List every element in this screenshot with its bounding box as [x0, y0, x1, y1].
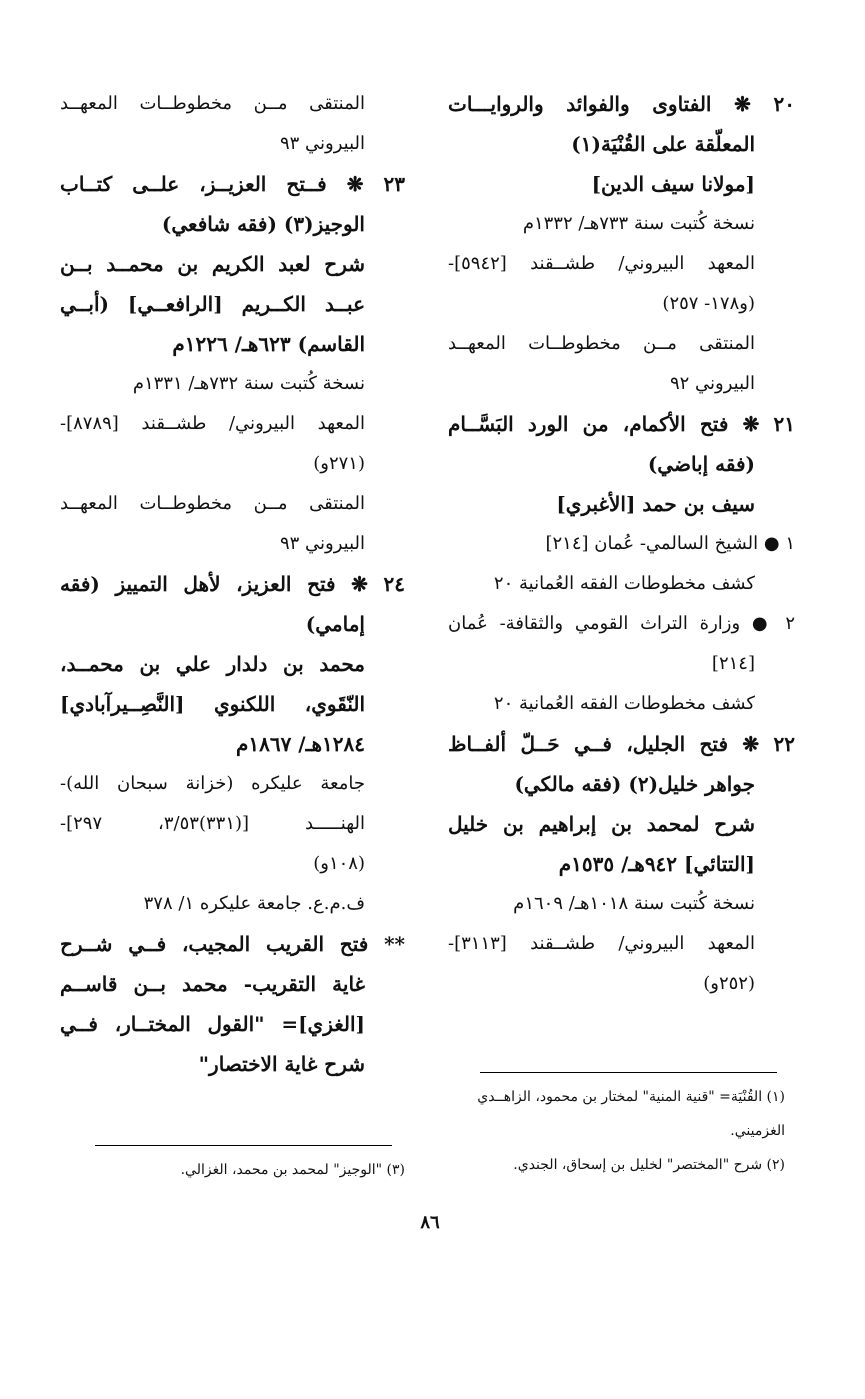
text-line: البيروني ٩٣ [279, 133, 365, 154]
text-line: ١ ● الشيخ السالمي- عُمان [٢١٤] [545, 533, 795, 554]
text-line: ٢٤ ❋ فتح العزيز، لأهل التمييز (فقه [60, 572, 405, 596]
text-line: البيروني ٩٢ [669, 373, 755, 394]
footnotes-right [440, 1080, 785, 1182]
text-line: عبــد الكــريم [الرافعــي] (أبــي [60, 292, 365, 316]
text-line: محمد بن دلدار علي بن محمــد، [60, 652, 365, 676]
text-line: جواهر خليل(٢) (فقه مالكي) [514, 772, 755, 796]
text-line: الهنـــــد [(٣٣١)٣/٥٣، ٢٩٧]- [60, 813, 366, 834]
text-line: [الغزي]= "القول المختــار، فــي [60, 1012, 365, 1036]
text-line: المعلّقة على القُنْيَة(١) [571, 132, 755, 156]
text-line: المنتقى مــن مخطوطــات المعهــد [448, 333, 755, 354]
text-line: المنتقى مــن مخطوطــات المعهــد [60, 493, 365, 514]
footnote-line: (٢) شرح "المختصر" لخليل بن إسحاق، الجندي. [513, 1157, 785, 1173]
text-line: نسخة كُتبت سنة ٧٣٢هـ/ ١٣٣١م [132, 373, 365, 394]
text-line: [٢١٤] [711, 653, 755, 674]
right-column [448, 84, 795, 1004]
text-line: ** فتح القريب المجيب، فــي شــرح [60, 932, 405, 956]
text-line: شرح لعبد الكريم بن محمــد بــن [60, 252, 365, 276]
text-line: غاية التقريب- محمد بــن قاســم [60, 972, 365, 996]
footnote-line: (٣) "الوجيز" لمحمد بن محمد، الغزالي. [180, 1162, 405, 1178]
text-line: ٢ ● وزارة التراث القومي والثقافة- عُمان [448, 613, 795, 634]
footnotes-left [60, 1153, 405, 1187]
text-line: (١٠٨و) [313, 853, 365, 874]
text-line: الوجيز(٣) (فقه شافعي) [161, 212, 365, 236]
footnote-separator-right [480, 1072, 777, 1073]
text-line: إمامي) [305, 612, 365, 636]
text-line: كشف مخطوطات الفقه العُمانية ٢٠ [493, 573, 755, 594]
footnote-line: (١) القُنْيَة= "قنية المنية" لمختار بن محمود، الزاهــدي [477, 1089, 785, 1105]
text-line: ١٢٨٤هـ/ ١٨٦٧م [235, 732, 365, 756]
text-line: نسخة كُتبت سنة ١٠١٨هـ/ ١٦٠٩م [513, 893, 755, 914]
text-line: النّقَوي، اللكنوي [النَّصِــيرآبادي] [60, 692, 365, 716]
footnote-separator-left [95, 1145, 392, 1146]
text-line: شرح لمحمد بن إبراهيم بن خليل [448, 812, 755, 836]
text-line: ف.م.ع. جامعة عليكره ١/ ٣٧٨ [143, 893, 365, 914]
text-line: [التتائي] ٩٤٢هـ/ ١٥٣٥م [558, 852, 755, 876]
text-line: شرح غاية الاختصار" [198, 1052, 365, 1076]
text-line: ٢٢ ❋ فتح الجليل، فــي حَــلّ ألفــاظ [448, 732, 795, 756]
text-line: (٢٧١و) [313, 453, 365, 474]
text-line: (٢٥٢و) [703, 973, 755, 994]
text-line: القاسم) ٦٢٣هـ/ ١٢٢٦م [172, 332, 365, 356]
text-line: المعهد البيروني/ طشــقند [٣١١٣]- [448, 933, 755, 954]
text-line: [مولانا سيف الدين] [591, 172, 755, 196]
page-number: ٨٦ [420, 1212, 440, 1233]
text-line: (و١٧٨- ٢٥٧) [662, 293, 755, 314]
left-column [60, 84, 405, 1084]
text-line: كشف مخطوطات الفقه العُمانية ٢٠ [493, 693, 755, 714]
text-line: ٢٣ ❋ فــتح العزيــز، علــى كتــاب [60, 172, 405, 196]
text-line: سيف بن حمد [الأغبري] [556, 492, 755, 516]
text-line: (فقه إباضي) [647, 452, 755, 476]
text-line: البيروني ٩٣ [279, 533, 365, 554]
text-line: المنتقى مــن مخطوطــات المعهــد [60, 93, 365, 114]
text-line: ٢١ ❋ فتح الأكمام، من الورد البَسَّــام [448, 412, 795, 436]
text-line: المعهد البيروني/ طشــقند [٨٧٨٩]- [60, 413, 365, 434]
footnote-line: الغزميني. [730, 1123, 785, 1139]
text-line: المعهد البيروني/ طشــقند [٥٩٤٢]- [448, 253, 755, 274]
text-line: جامعة عليكره (خزانة سبحان الله)- [60, 773, 365, 794]
text-line: نسخة كُتبت سنة ٧٣٣هـ/ ١٣٣٢م [522, 213, 755, 234]
text-line: ٢٠ ❋ الفتاوى والفوائد والروايـــات [448, 92, 795, 116]
